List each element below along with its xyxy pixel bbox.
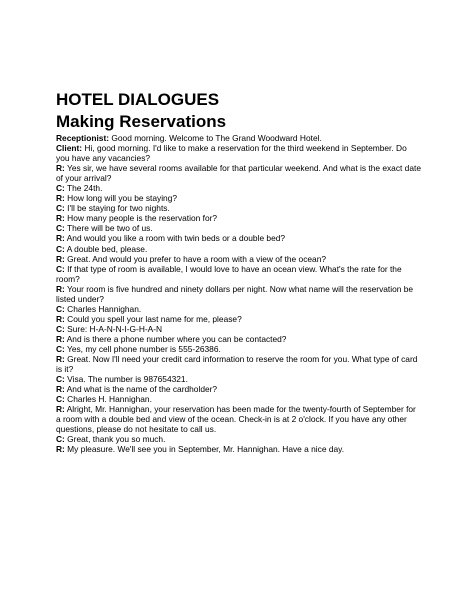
dialogue-line — [56, 284, 422, 304]
speaker-label: Receptionist: — [56, 133, 110, 143]
dialogue-text: And what is the name of the cardholder? — [64, 384, 218, 395]
dialogue-line — [56, 163, 422, 183]
dialogue-text: There will be two of us. — [64, 223, 153, 234]
document-title: HOTEL DIALOGUES — [56, 90, 220, 109]
dialogue-line — [56, 354, 422, 374]
speaker-label: C: — [56, 303, 65, 314]
speaker-label: C: — [56, 263, 65, 274]
speaker-label: C: — [56, 203, 65, 214]
speaker-label: R: — [56, 193, 65, 204]
dialogue-line — [56, 314, 422, 324]
speaker-label: C: — [56, 183, 65, 194]
speaker-label: R: — [56, 354, 65, 365]
speaker-label: R: — [56, 163, 65, 174]
dialogue-line — [56, 264, 422, 284]
dialogue-line — [56, 334, 422, 344]
speaker-label: R: — [56, 233, 65, 244]
dialogue-text: I'll be staying for two nights. — [64, 203, 170, 214]
speaker-label: R: — [56, 213, 65, 224]
dialogue-text: Yes, my cell phone number is 555-26386. — [64, 343, 221, 354]
speaker-label: R: — [56, 384, 65, 395]
dialogue-text: Good morning. Welcome to The Grand Woodward Hotel. — [109, 133, 322, 143]
speaker-label: C: — [56, 374, 65, 385]
dialogue-text: Great. And would you prefer to have a room with a view of the ocean? — [64, 253, 327, 264]
dialogue-list — [56, 133, 422, 455]
dialogue-line — [56, 404, 422, 434]
speaker-label: R: — [56, 444, 65, 455]
dialogue-line — [56, 374, 422, 384]
dialogue-line — [56, 384, 422, 394]
section-title: Making Reservations — [56, 112, 227, 131]
speaker-label: C: — [56, 243, 65, 254]
dialogue-text: Great, thank you so much. — [64, 434, 166, 445]
speaker-label: C: — [56, 343, 65, 354]
dialogue-line — [56, 244, 422, 254]
dialogue-line — [56, 233, 422, 243]
dialogue-text: Great. Now I'll need your credit card information to reserve the room for you. What type of card is it? — [56, 354, 418, 375]
dialogue-line — [56, 133, 422, 143]
dialogue-text: Hi, good morning. I'd like to make a reservation for the third weekend in September. Do you have any vacancies? — [56, 143, 407, 164]
speaker-label: Client: — [56, 143, 83, 154]
dialogue-line — [56, 344, 422, 354]
dialogue-line — [56, 324, 422, 334]
dialogue-text: Charles H. Hannighan. — [64, 394, 152, 405]
speaker-label: C: — [56, 223, 65, 234]
dialogue-line — [56, 183, 422, 193]
speaker-label: C: — [56, 323, 65, 334]
dialogue-text: If that type of room is available, I would love to have an ocean view. What's the rate for the room? — [56, 263, 402, 284]
speaker-label: C: — [56, 434, 65, 445]
dialogue-line — [56, 444, 422, 454]
dialogue-line — [56, 193, 422, 203]
dialogue-line — [56, 304, 422, 314]
dialogue-text: And is there a phone number where you can be contacted? — [64, 333, 287, 344]
dialogue-text: And would you like a room with twin beds or a double bed? — [64, 233, 286, 244]
dialogue-text: How many people is the reservation for? — [64, 213, 218, 224]
dialogue-text: Charles Hannighan. — [64, 303, 142, 314]
dialogue-line — [56, 394, 422, 404]
dialogue-text: Alright, Mr. Hannighan, your reservation has been made for the twenty-fourth of September for a room with a double bed and view of the ocean. Check-in is at 2 o'clock. If you have any other questions, please do not hesitate to call us. — [56, 404, 416, 435]
speaker-label: R: — [56, 333, 65, 344]
speaker-label: R: — [56, 253, 65, 264]
dialogue-text: How long will you be staying? — [64, 193, 178, 204]
dialogue-line — [56, 213, 422, 223]
speaker-label: R: — [56, 283, 65, 294]
dialogue-line — [56, 203, 422, 213]
dialogue-text: Visa. The number is 987654321. — [64, 374, 188, 385]
dialogue-text: Could you spell your last name for me, please? — [64, 313, 242, 324]
dialogue-line — [56, 434, 422, 444]
speaker-label: R: — [56, 404, 65, 415]
dialogue-text: Your room is five hundred and ninety dollars per night. Now what name will the reservation be listed under? — [56, 283, 414, 304]
dialogue-text: Yes sir, we have several rooms available for that particular weekend. And what is the exact date of your arrival? — [56, 163, 421, 184]
dialogue-text: The 24th. — [64, 183, 103, 194]
dialogue-text: My pleasure. We'll see you in September, Mr. Hannighan. Have a nice day. — [64, 444, 345, 455]
dialogue-line — [56, 143, 422, 163]
dialogue-line — [56, 223, 422, 233]
speaker-label: R: — [56, 313, 65, 324]
speaker-label: C: — [56, 394, 65, 405]
dialogue-text: Sure: H-A-N-N-I-G-H-A-N — [64, 323, 163, 334]
dialogue-text: A double bed, please. — [64, 243, 148, 254]
dialogue-line — [56, 254, 422, 264]
